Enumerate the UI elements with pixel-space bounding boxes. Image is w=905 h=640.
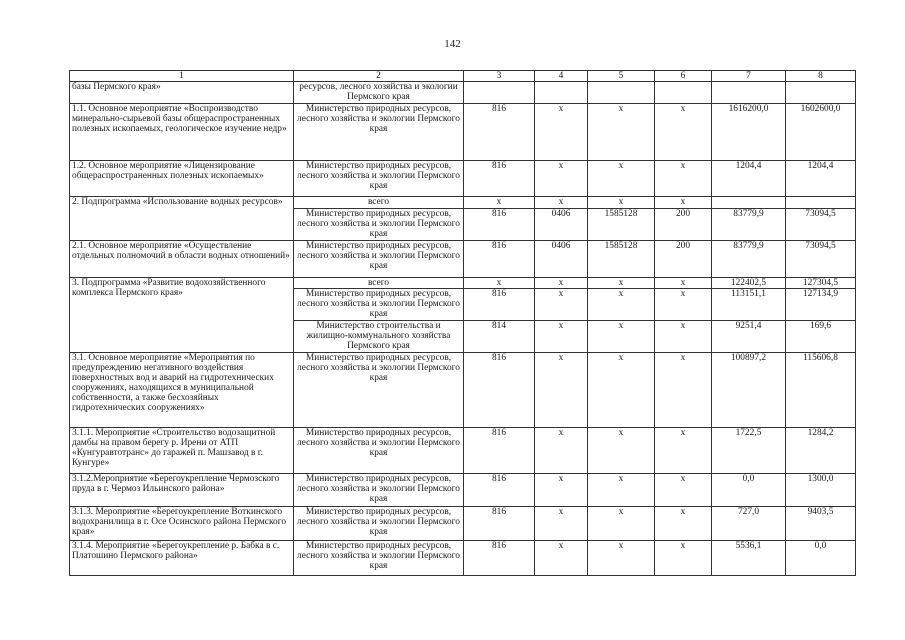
cell-col5: х bbox=[588, 353, 655, 428]
cell-col8: 127134,9 bbox=[786, 289, 856, 321]
cell-col3: 816 bbox=[464, 353, 535, 428]
column-header: 2 bbox=[294, 71, 464, 82]
cell-col4: 0406 bbox=[535, 241, 588, 278]
responsible-cell: Министерство природных ресурсов, лесного хозяйства и экологии Пермского края bbox=[294, 507, 464, 541]
cell-col6 bbox=[655, 82, 712, 104]
responsible-cell: Министерство природных ресурсов, лесного хозяйства и экологии Пермского края bbox=[294, 104, 464, 161]
cell-col4: х bbox=[535, 541, 588, 576]
cell-col7: 1722,5 bbox=[712, 428, 786, 474]
cell-col6: х bbox=[655, 104, 712, 161]
column-header: 5 bbox=[588, 71, 655, 82]
cell-col4: х bbox=[535, 104, 588, 161]
cell-col4: х bbox=[535, 428, 588, 474]
row-name-cell: 1.1. Основное мероприятие «Воспроизводство минерально-сырьевой базы общераспространенных полезных ископаемых, геологическое изучение недр» bbox=[70, 104, 294, 161]
responsible-cell: всего bbox=[294, 197, 464, 209]
cell-col3: х bbox=[464, 197, 535, 209]
cell-col4: х bbox=[535, 353, 588, 428]
table-row bbox=[70, 507, 856, 541]
cell-col3: 816 bbox=[464, 428, 535, 474]
table-row bbox=[70, 197, 856, 209]
cell-col8: 73094,5 bbox=[786, 241, 856, 278]
cell-col7: 122402,5 bbox=[712, 278, 786, 289]
cell-col4: х bbox=[535, 197, 588, 209]
cell-col6: 200 bbox=[655, 241, 712, 278]
cell-col8: 73094,5 bbox=[786, 209, 856, 241]
row-name-cell: 2. Подпрограмма «Использование водных ресурсов» bbox=[70, 197, 294, 241]
cell-col6: х bbox=[655, 278, 712, 289]
cell-col5: х bbox=[588, 278, 655, 289]
cell-col6: х bbox=[655, 541, 712, 576]
cell-col8: 1284,2 bbox=[786, 428, 856, 474]
cell-col5 bbox=[588, 82, 655, 104]
responsible-cell: Министерство природных ресурсов, лесного хозяйства и экологии Пермского края bbox=[294, 161, 464, 197]
table-row bbox=[70, 353, 856, 428]
table-row bbox=[70, 541, 856, 576]
cell-col6: х bbox=[655, 353, 712, 428]
column-header: 4 bbox=[535, 71, 588, 82]
row-name-cell: 1.2. Основное мероприятие «Лицензирование общераспространенных полезных ископаемых» bbox=[70, 161, 294, 197]
cell-col8: 1204,4 bbox=[786, 161, 856, 197]
cell-col4: х bbox=[535, 161, 588, 197]
budget-table bbox=[69, 70, 856, 576]
row-name-cell: 3. Подпрограмма «Развитие водохозяйственного комплекса Пермского края» bbox=[70, 278, 294, 353]
cell-col4: х bbox=[535, 474, 588, 507]
row-name-cell: 3.1.3. Мероприятие «Берегоукрепление Воткинского водохранилища в г. Осе Осинского района Пермского края» bbox=[70, 507, 294, 541]
cell-col3: 816 bbox=[464, 104, 535, 161]
responsible-cell: Министерство природных ресурсов, лесного хозяйства и экологии Пермского края bbox=[294, 428, 464, 474]
row-name-cell: 3.1. Основное мероприятие «Мероприятия по предупреждению негативного воздействия поверхностных вод и аварий на гидротехнических сооружениях, находящихся в муниципальной собственности, а также бесхозяйных гидротехнических сооружениях» bbox=[70, 353, 294, 428]
column-header: 3 bbox=[464, 71, 535, 82]
responsible-cell: Министерство природных ресурсов, лесного хозяйства и экологии Пермского края bbox=[294, 241, 464, 278]
cell-col5: 1585128 bbox=[588, 209, 655, 241]
cell-col6: х bbox=[655, 289, 712, 321]
cell-col3: 816 bbox=[464, 507, 535, 541]
responsible-cell: Министерство природных ресурсов, лесного хозяйства и экологии Пермского края bbox=[294, 209, 464, 241]
responsible-cell: всего bbox=[294, 278, 464, 289]
cell-col6: х bbox=[655, 161, 712, 197]
cell-col7: 113151,1 bbox=[712, 289, 786, 321]
cell-col4: х bbox=[535, 321, 588, 353]
cell-col4: х bbox=[535, 278, 588, 289]
cell-col8: 127304,5 bbox=[786, 278, 856, 289]
responsible-cell: Министерство строительства и жилищно-коммунального хозяйства Пермского края bbox=[294, 321, 464, 353]
cell-col5: х bbox=[588, 161, 655, 197]
row-name-cell: 3.1.2.Мероприятие «Берегоукрепление Чермозского пруда в г. Чермоз Ильинского района» bbox=[70, 474, 294, 507]
responsible-cell: Министерство природных ресурсов, лесного хозяйства и экологии Пермского края bbox=[294, 541, 464, 576]
cell-col7: 0,0 bbox=[712, 474, 786, 507]
cell-col5: х bbox=[588, 541, 655, 576]
row-name-cell: базы Пермского края» bbox=[70, 82, 294, 104]
table-row bbox=[70, 82, 856, 104]
cell-col8 bbox=[786, 197, 856, 209]
cell-col3: 816 bbox=[464, 209, 535, 241]
cell-col3: 816 bbox=[464, 474, 535, 507]
row-name-cell: 2.1. Основное мероприятие «Осуществление отдельных полномочий в области водных отношений» bbox=[70, 241, 294, 278]
responsible-cell: Министерство природных ресурсов, лесного хозяйства и экологии Пермского края bbox=[294, 353, 464, 428]
cell-col3: х bbox=[464, 278, 535, 289]
table-header-row bbox=[70, 71, 856, 82]
cell-col7 bbox=[712, 197, 786, 209]
cell-col5: х bbox=[588, 289, 655, 321]
cell-col3: 814 bbox=[464, 321, 535, 353]
cell-col7: 1616200,0 bbox=[712, 104, 786, 161]
column-header: 8 bbox=[786, 71, 856, 82]
cell-col6: х bbox=[655, 474, 712, 507]
cell-col5: х bbox=[588, 321, 655, 353]
cell-col8 bbox=[786, 82, 856, 104]
cell-col5: х bbox=[588, 104, 655, 161]
cell-col8: 1602600,0 bbox=[786, 104, 856, 161]
responsible-cell: Министерство природных ресурсов, лесного хозяйства и экологии Пермского края bbox=[294, 289, 464, 321]
cell-col3: 816 bbox=[464, 161, 535, 197]
cell-col7: 1204,4 bbox=[712, 161, 786, 197]
cell-col6: х bbox=[655, 507, 712, 541]
cell-col7: 727,0 bbox=[712, 507, 786, 541]
cell-col7: 83779,9 bbox=[712, 241, 786, 278]
cell-col4: х bbox=[535, 507, 588, 541]
cell-col6: х bbox=[655, 321, 712, 353]
cell-col8: 1300,0 bbox=[786, 474, 856, 507]
cell-col5: х bbox=[588, 428, 655, 474]
cell-col8: 9403,5 bbox=[786, 507, 856, 541]
cell-col5: 1585128 bbox=[588, 241, 655, 278]
column-header: 6 bbox=[655, 71, 712, 82]
cell-col5: х bbox=[588, 197, 655, 209]
cell-col3 bbox=[464, 82, 535, 104]
cell-col5: х bbox=[588, 507, 655, 541]
cell-col7 bbox=[712, 82, 786, 104]
cell-col3: 816 bbox=[464, 541, 535, 576]
cell-col4: 0406 bbox=[535, 209, 588, 241]
cell-col7: 83779,9 bbox=[712, 209, 786, 241]
table-row bbox=[70, 104, 856, 161]
cell-col7: 100897,2 bbox=[712, 353, 786, 428]
cell-col7: 9251,4 bbox=[712, 321, 786, 353]
cell-col5: х bbox=[588, 474, 655, 507]
table-row bbox=[70, 428, 856, 474]
cell-col6: 200 bbox=[655, 209, 712, 241]
cell-col8: 169,6 bbox=[786, 321, 856, 353]
row-name-cell: 3.1.4. Мероприятие «Берегоукрепление р. Бабка в с. Платошино Пермского района» bbox=[70, 541, 294, 576]
cell-col8: 115606,8 bbox=[786, 353, 856, 428]
column-header: 7 bbox=[712, 71, 786, 82]
cell-col6: х bbox=[655, 428, 712, 474]
responsible-cell: ресурсов, лесного хозяйства и экологии Пермского края bbox=[294, 82, 464, 104]
cell-col8: 0,0 bbox=[786, 541, 856, 576]
cell-col3: 816 bbox=[464, 241, 535, 278]
table-row bbox=[70, 474, 856, 507]
page-number: 142 bbox=[444, 38, 461, 50]
cell-col4 bbox=[535, 82, 588, 104]
table-row bbox=[70, 278, 856, 289]
cell-col3: 816 bbox=[464, 289, 535, 321]
cell-col7: 5536,1 bbox=[712, 541, 786, 576]
table-row bbox=[70, 161, 856, 197]
cell-col6: х bbox=[655, 197, 712, 209]
column-header: 1 bbox=[70, 71, 294, 82]
row-name-cell: 3.1.1. Мероприятие «Строительство водозащитной дамбы на правом берегу р. Ирени от АТП «Кунгуравтотранс» до гаражей п. Машзавод в г. Кунгуре» bbox=[70, 428, 294, 474]
cell-col4: х bbox=[535, 289, 588, 321]
table-row bbox=[70, 241, 856, 278]
responsible-cell: Министерство природных ресурсов, лесного хозяйства и экологии Пермского края bbox=[294, 474, 464, 507]
